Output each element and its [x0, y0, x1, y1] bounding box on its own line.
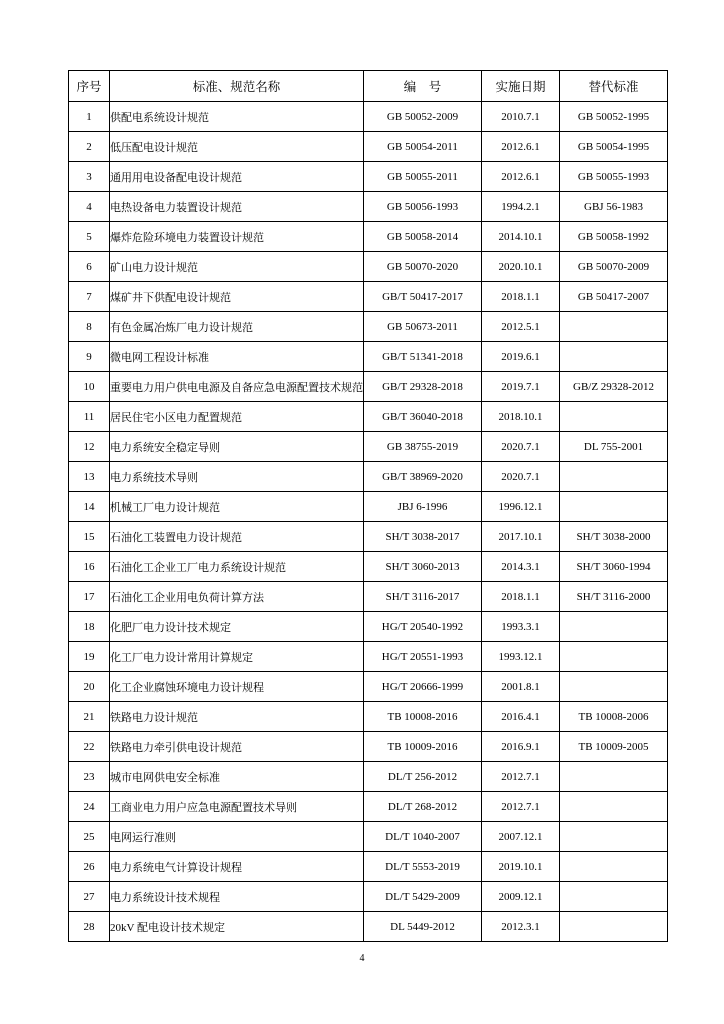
cell-code: GB 50055-2011 [364, 162, 482, 192]
cell-replaced [560, 462, 668, 492]
cell-no: 1 [69, 102, 110, 132]
cell-date: 2001.8.1 [482, 672, 560, 702]
cell-date: 2009.12.1 [482, 882, 560, 912]
cell-code: SH/T 3038-2017 [364, 522, 482, 552]
cell-date: 2018.1.1 [482, 582, 560, 612]
cell-no: 7 [69, 282, 110, 312]
cell-code: DL/T 1040-2007 [364, 822, 482, 852]
cell-no: 17 [69, 582, 110, 612]
cell-date: 2018.10.1 [482, 402, 560, 432]
cell-date: 2019.10.1 [482, 852, 560, 882]
cell-no: 2 [69, 132, 110, 162]
cell-name: 电力系统安全稳定导则 [110, 432, 364, 462]
cell-date: 1993.3.1 [482, 612, 560, 642]
table-row [69, 582, 668, 612]
cell-name: 有色金属冶炼厂电力设计规范 [110, 312, 364, 342]
header-date: 实施日期 [482, 71, 560, 102]
table-row [69, 912, 668, 942]
table-row [69, 342, 668, 372]
cell-code: GB/T 29328-2018 [364, 372, 482, 402]
cell-no: 8 [69, 312, 110, 342]
cell-name: 微电网工程设计标准 [110, 342, 364, 372]
cell-replaced: GB 50052-1995 [560, 102, 668, 132]
cell-name: 20kV 配电设计技术规定 [110, 912, 364, 942]
cell-code: GB/T 38969-2020 [364, 462, 482, 492]
table-row [69, 192, 668, 222]
cell-no: 24 [69, 792, 110, 822]
cell-name: 电力系统电气计算设计规程 [110, 852, 364, 882]
cell-code: GB 50673-2011 [364, 312, 482, 342]
cell-code: GB 50054-2011 [364, 132, 482, 162]
cell-no: 20 [69, 672, 110, 702]
cell-code: DL/T 268-2012 [364, 792, 482, 822]
table-row [69, 402, 668, 432]
cell-code: GB 50058-2014 [364, 222, 482, 252]
cell-name: 石油化工企业用电负荷计算方法 [110, 582, 364, 612]
table-row [69, 492, 668, 522]
cell-replaced: SH/T 3116-2000 [560, 582, 668, 612]
table-row [69, 732, 668, 762]
header-no: 序号 [69, 71, 110, 102]
cell-name: 石油化工装置电力设计规范 [110, 522, 364, 552]
cell-no: 14 [69, 492, 110, 522]
cell-replaced [560, 312, 668, 342]
cell-date: 1994.2.1 [482, 192, 560, 222]
table-row [69, 792, 668, 822]
cell-replaced: DL 755-2001 [560, 432, 668, 462]
cell-date: 2020.7.1 [482, 462, 560, 492]
cell-replaced [560, 492, 668, 522]
cell-date: 2012.7.1 [482, 792, 560, 822]
cell-no: 6 [69, 252, 110, 282]
cell-code: GB 50056-1993 [364, 192, 482, 222]
cell-no: 5 [69, 222, 110, 252]
cell-replaced: GB 50417-2007 [560, 282, 668, 312]
table-row [69, 552, 668, 582]
cell-date: 2016.9.1 [482, 732, 560, 762]
cell-date: 1996.12.1 [482, 492, 560, 522]
cell-date: 2019.7.1 [482, 372, 560, 402]
table-row [69, 762, 668, 792]
cell-name: 电热设备电力装置设计规范 [110, 192, 364, 222]
table-body [69, 102, 668, 942]
cell-date: 2014.10.1 [482, 222, 560, 252]
cell-date: 2014.3.1 [482, 552, 560, 582]
cell-replaced [560, 612, 668, 642]
cell-code: HG/T 20540-1992 [364, 612, 482, 642]
cell-date: 2018.1.1 [482, 282, 560, 312]
cell-name: 通用用电设备配电设计规范 [110, 162, 364, 192]
cell-date: 2020.7.1 [482, 432, 560, 462]
cell-replaced: TB 10009-2005 [560, 732, 668, 762]
table-row [69, 372, 668, 402]
cell-no: 3 [69, 162, 110, 192]
table-row [69, 612, 668, 642]
cell-date: 2012.5.1 [482, 312, 560, 342]
cell-no: 27 [69, 882, 110, 912]
cell-code: GB 50070-2020 [364, 252, 482, 282]
cell-name: 爆炸危险环境电力装置设计规范 [110, 222, 364, 252]
table-row [69, 282, 668, 312]
cell-date: 1993.12.1 [482, 642, 560, 672]
cell-date: 2010.7.1 [482, 102, 560, 132]
cell-replaced: SH/T 3038-2000 [560, 522, 668, 552]
cell-no: 18 [69, 612, 110, 642]
table-row [69, 462, 668, 492]
cell-replaced [560, 882, 668, 912]
cell-name: 机械工厂电力设计规范 [110, 492, 364, 522]
cell-code: GB/T 36040-2018 [364, 402, 482, 432]
cell-name: 化肥厂电力设计技术规定 [110, 612, 364, 642]
cell-replaced: SH/T 3060-1994 [560, 552, 668, 582]
cell-name: 化工企业腐蚀环境电力设计规程 [110, 672, 364, 702]
cell-no: 19 [69, 642, 110, 672]
cell-name: 电网运行准则 [110, 822, 364, 852]
cell-code: DL 5449-2012 [364, 912, 482, 942]
cell-replaced [560, 342, 668, 372]
cell-code: GB 50052-2009 [364, 102, 482, 132]
cell-no: 16 [69, 552, 110, 582]
cell-no: 21 [69, 702, 110, 732]
cell-no: 15 [69, 522, 110, 552]
cell-name: 铁路电力牵引供电设计规范 [110, 732, 364, 762]
standards-table [68, 70, 668, 942]
cell-date: 2007.12.1 [482, 822, 560, 852]
cell-code: GB 38755-2019 [364, 432, 482, 462]
cell-replaced: GB 50054-1995 [560, 132, 668, 162]
table-row [69, 102, 668, 132]
cell-name: 供配电系统设计规范 [110, 102, 364, 132]
cell-date: 2019.6.1 [482, 342, 560, 372]
cell-no: 13 [69, 462, 110, 492]
cell-replaced [560, 852, 668, 882]
cell-date: 2012.3.1 [482, 912, 560, 942]
page-number: 4 [359, 953, 365, 964]
cell-name: 化工厂电力设计常用计算规定 [110, 642, 364, 672]
table-row [69, 162, 668, 192]
table-row [69, 642, 668, 672]
header-code: 编 号 [364, 71, 482, 102]
cell-code: GB/T 51341-2018 [364, 342, 482, 372]
cell-name: 电力系统技术导则 [110, 462, 364, 492]
cell-no: 23 [69, 762, 110, 792]
cell-no: 22 [69, 732, 110, 762]
cell-date: 2012.6.1 [482, 162, 560, 192]
cell-code: DL/T 256-2012 [364, 762, 482, 792]
cell-code: TB 10008-2016 [364, 702, 482, 732]
cell-replaced: GB 50055-1993 [560, 162, 668, 192]
table-row [69, 312, 668, 342]
cell-name: 电力系统设计技术规程 [110, 882, 364, 912]
table-row [69, 702, 668, 732]
cell-code: DL/T 5553-2019 [364, 852, 482, 882]
cell-code: TB 10009-2016 [364, 732, 482, 762]
cell-replaced: GBJ 56-1983 [560, 192, 668, 222]
table-row [69, 882, 668, 912]
cell-code: DL/T 5429-2009 [364, 882, 482, 912]
cell-date: 2012.7.1 [482, 762, 560, 792]
cell-name: 矿山电力设计规范 [110, 252, 364, 282]
cell-name: 居民住宅小区电力配置规范 [110, 402, 364, 432]
cell-code: SH/T 3116-2017 [364, 582, 482, 612]
cell-no: 10 [69, 372, 110, 402]
cell-replaced: TB 10008-2006 [560, 702, 668, 732]
cell-replaced [560, 912, 668, 942]
cell-date: 2017.10.1 [482, 522, 560, 552]
cell-name: 重要电力用户供电电源及自备应急电源配置技术规范 [110, 372, 364, 402]
cell-no: 11 [69, 402, 110, 432]
cell-name: 石油化工企业工厂电力系统设计规范 [110, 552, 364, 582]
table-row [69, 852, 668, 882]
table-row [69, 432, 668, 462]
cell-code: SH/T 3060-2013 [364, 552, 482, 582]
cell-replaced [560, 792, 668, 822]
table-row [69, 672, 668, 702]
cell-no: 26 [69, 852, 110, 882]
cell-date: 2012.6.1 [482, 132, 560, 162]
cell-name: 城市电网供电安全标准 [110, 762, 364, 792]
cell-date: 2020.10.1 [482, 252, 560, 282]
cell-code: GB/T 50417-2017 [364, 282, 482, 312]
cell-name: 煤矿井下供配电设计规范 [110, 282, 364, 312]
cell-no: 12 [69, 432, 110, 462]
header-name: 标准、规范名称 [110, 71, 364, 102]
cell-replaced [560, 642, 668, 672]
cell-no: 9 [69, 342, 110, 372]
cell-code: HG/T 20551-1993 [364, 642, 482, 672]
table-row [69, 522, 668, 552]
cell-replaced [560, 822, 668, 852]
cell-no: 4 [69, 192, 110, 222]
cell-code: HG/T 20666-1999 [364, 672, 482, 702]
cell-replaced: GB 50058-1992 [560, 222, 668, 252]
table-row [69, 222, 668, 252]
cell-name: 工商业电力用户应急电源配置技术导则 [110, 792, 364, 822]
cell-replaced [560, 672, 668, 702]
cell-name: 低压配电设计规范 [110, 132, 364, 162]
cell-date: 2016.4.1 [482, 702, 560, 732]
table-header-row [69, 71, 668, 102]
cell-name: 铁路电力设计规范 [110, 702, 364, 732]
header-replaced: 替代标准 [560, 71, 668, 102]
table-row [69, 132, 668, 162]
cell-no: 28 [69, 912, 110, 942]
table-row [69, 822, 668, 852]
cell-no: 25 [69, 822, 110, 852]
cell-replaced: GB 50070-2009 [560, 252, 668, 282]
cell-replaced [560, 762, 668, 792]
cell-replaced: GB/Z 29328-2012 [560, 372, 668, 402]
cell-replaced [560, 402, 668, 432]
table-row [69, 252, 668, 282]
cell-code: JBJ 6-1996 [364, 492, 482, 522]
